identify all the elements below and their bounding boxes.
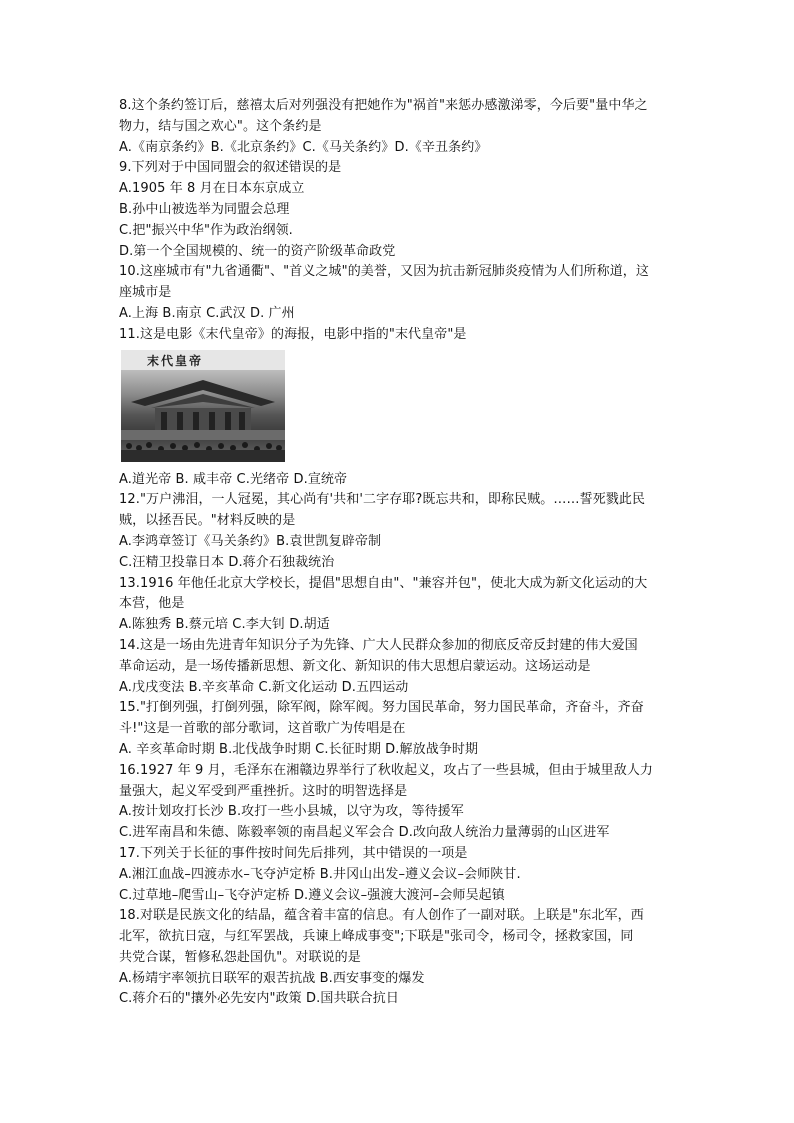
questions-11-to-18 bbox=[119, 470, 679, 1011]
questions-8-to-11 bbox=[119, 96, 679, 346]
text-line: 10.这座城市有"九省通衢"、"首义之城"的美誉，又因为抗击新冠肺炎疫情为人们所称道，这 bbox=[119, 264, 649, 280]
text-line: 12."万户沸泪，一人冠冕，其心尚有'共和'二字存耶?既忘共和，即称民贼。……誓死戮此民 bbox=[119, 492, 646, 508]
poster-title: 末代皇帝 bbox=[147, 353, 204, 368]
text-line: 贼，以拯吾民。"材料反映的是 bbox=[119, 513, 296, 529]
text-line: 14.这是一场由先进青年知识分子为先锋、广大人民群众参加的彻底反帝反封建的伟大爱国 bbox=[119, 637, 638, 653]
text-line: 15."打倒列强，打倒列强，除军阀，除军阀。努力国民革命，努力国民革命，齐奋斗，齐奋 bbox=[119, 700, 644, 716]
text-line: 量强大，起义军受到严重挫折。这时的明智选择是 bbox=[119, 783, 408, 799]
text-line: C.把"振兴中华"作为政治纲领. bbox=[119, 222, 293, 238]
text-line: 本营，他是 bbox=[119, 596, 185, 612]
text-line: A.道光帝 B. 咸丰帝 C.光绪帝 D.宣统帝 bbox=[119, 471, 348, 487]
text-line: C.蒋介石的"攘外必先安内"政策 D.国共联合抗日 bbox=[119, 991, 399, 1007]
text-line: 18.对联是民族文化的结晶，蕴含着丰富的信息。有人创作了一副对联。上联是"东北军，西 bbox=[119, 908, 644, 924]
text-line: C.进军南昌和朱德、陈毅率领的南昌起义军会合 D.改向敌人统治力量薄弱的山区进军 bbox=[119, 825, 610, 841]
text-line: 16.1927 年 9 月，毛泽东在湘赣边界举行了秋收起义，攻占了一些县城，但由于城里敌人力 bbox=[119, 762, 654, 778]
text-line: 8.这个条约签订后，慈禧太后对列强没有把她作为"祸首"来惩办感激涕零，今后要"量中华之 bbox=[119, 98, 648, 113]
exam-page bbox=[119, 96, 679, 1010]
movie-poster-image bbox=[121, 350, 285, 462]
text-line: A.《南京条约》B.《北京条约》C.《马关条约》D.《辛丑条约》 bbox=[119, 139, 488, 155]
text-line: 17.下列关于长征的事件按时间先后排列，其中错误的一项是 bbox=[119, 845, 468, 861]
text-line: 斗!"这是一首歌的部分歌词，这首歌广为传唱是在 bbox=[119, 721, 406, 737]
text-line: B.孙中山被选举为同盟会总理 bbox=[119, 201, 290, 217]
text-line: A.上海 B.南京 C.武汉 D. 广州 bbox=[119, 305, 295, 321]
text-line: C.汪精卫投靠日本 D.蒋介石独裁统治 bbox=[119, 554, 335, 570]
text-line: A.按计划攻打长沙 B.攻打一些小县城，以守为攻，等待援军 bbox=[119, 804, 464, 820]
text-line: D.第一个全国规模的、统一的资产阶级革命政党 bbox=[119, 243, 396, 259]
text-line: 物力，结与国之欢心"。这个条约是 bbox=[119, 118, 322, 134]
text-line: C.过草地–爬雪山–飞夺泸定桥 D.遵义会议–强渡大渡河–会师吴起镇 bbox=[119, 887, 505, 903]
palace-illustration bbox=[121, 350, 285, 462]
text-line: A.1905 年 8 月在日本东京成立 bbox=[119, 181, 305, 197]
text-line: A.杨靖宇率领抗日联军的艰苦抗战 B.西安事变的爆发 bbox=[119, 970, 425, 986]
text-line: 11.这是电影《末代皇帝》的海报，电影中指的"末代皇帝"是 bbox=[119, 326, 467, 342]
text-line: A.李鸿章签订《马关条约》B.袁世凯复辟帝制 bbox=[119, 533, 382, 549]
text-line: 9.下列对于中国同盟会的叙述错误的是 bbox=[119, 160, 342, 176]
text-line: 北军，欲抗日寇，与红军罢战，兵谏上峰成事变";下联是"张司令，杨司令，拯救家国，同 bbox=[119, 929, 634, 945]
text-line: 13.1916 年他任北京大学校长，提倡"思想自由"、"兼容并包"，使北大成为新文化运动的大 bbox=[119, 575, 648, 591]
text-line: 革命运动，是一场传播新思想、新文化、新知识的伟大思想启蒙运动。这场运动是 bbox=[119, 658, 591, 674]
text-line: 共党合谋，暂修私怨赴国仇"。对联说的是 bbox=[119, 949, 361, 965]
text-line: A.戊戌变法 B.辛亥革命 C.新文化运动 D.五四运动 bbox=[119, 679, 409, 695]
text-line: 座城市是 bbox=[119, 285, 172, 301]
text-line: A. 辛亥革命时期 B.北伐战争时期 C.长征时期 D.解放战争时期 bbox=[119, 741, 479, 757]
text-line: A.湘江血战–四渡赤水–飞夺泸定桥 B.井冈山出发–遵义会议–会师陕甘. bbox=[119, 866, 521, 882]
text-line: A.陈独秀 B.蔡元培 C.李大钊 D.胡适 bbox=[119, 617, 330, 633]
